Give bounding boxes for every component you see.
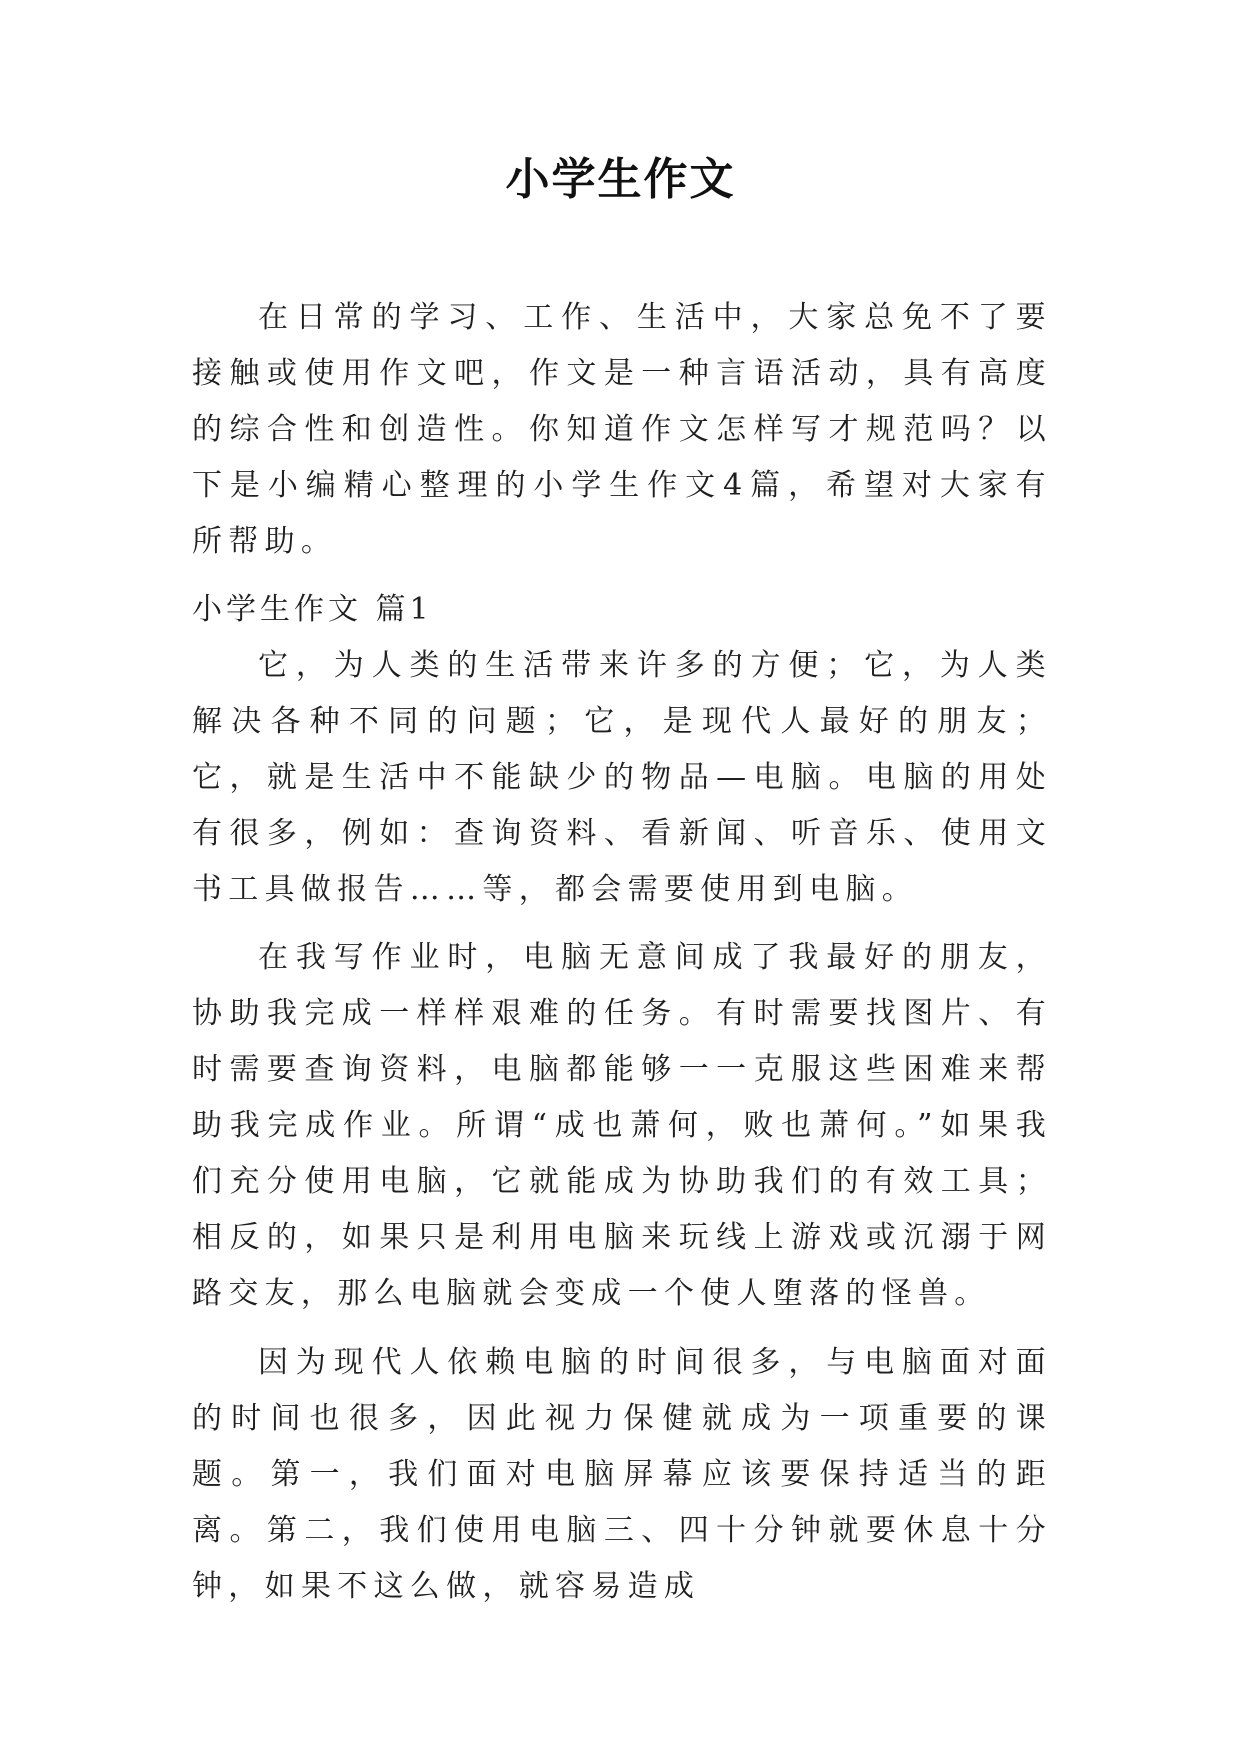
body-paragraph-3: 因为现代人依赖电脑的时间很多，与电脑面对面的时间也很多，因此视力保健就成为一项重要的课题。第一，我们面对电脑屏幕应该要保持适当的距离。第二，我们使用电脑三、四十分钟就要休息十分钟，如果不这么做，就容易造成 bbox=[192, 1345, 1052, 1604]
section-heading: 小学生作文 篇1 bbox=[192, 592, 433, 627]
body-paragraph-1: 它，为人类的生活带来许多的方便；它，为人类解决各种不同的问题；它，是现代人最好的朋友；它，就是生活中不能缺少的物品—电脑。电脑的用处有很多，例如：查询资料、看新闻、听音乐、使用文书工具做报告……等，都会需要使用到电脑。 bbox=[192, 648, 1052, 907]
intro-paragraph: 在日常的学习、工作、生活中，大家总免不了要接触或使用作文吧，作文是一种言语活动，具有高度的综合性和创造性。你知道作文怎样写才规范吗？以下是小编精心整理的小学生作文4篇，希望对大家有所帮助。 bbox=[192, 300, 1052, 559]
document-title: 小学生作文 bbox=[505, 154, 736, 205]
body-paragraph-2: 在我写作业时，电脑无意间成了我最好的朋友，协助我完成一样样艰难的任务。有时需要找图片、有时需要查询资料，电脑都能够一一克服这些困难来帮助我完成作业。所谓“成也萧何，败也萧何。”如果我们充分使用电脑，它就能成为协助我们的有效工具；相反的，如果只是利用电脑来玩线上游戏或沉溺于网路交友，那么电脑就会变成一个使人堕落的怪兽。 bbox=[192, 940, 1052, 1311]
